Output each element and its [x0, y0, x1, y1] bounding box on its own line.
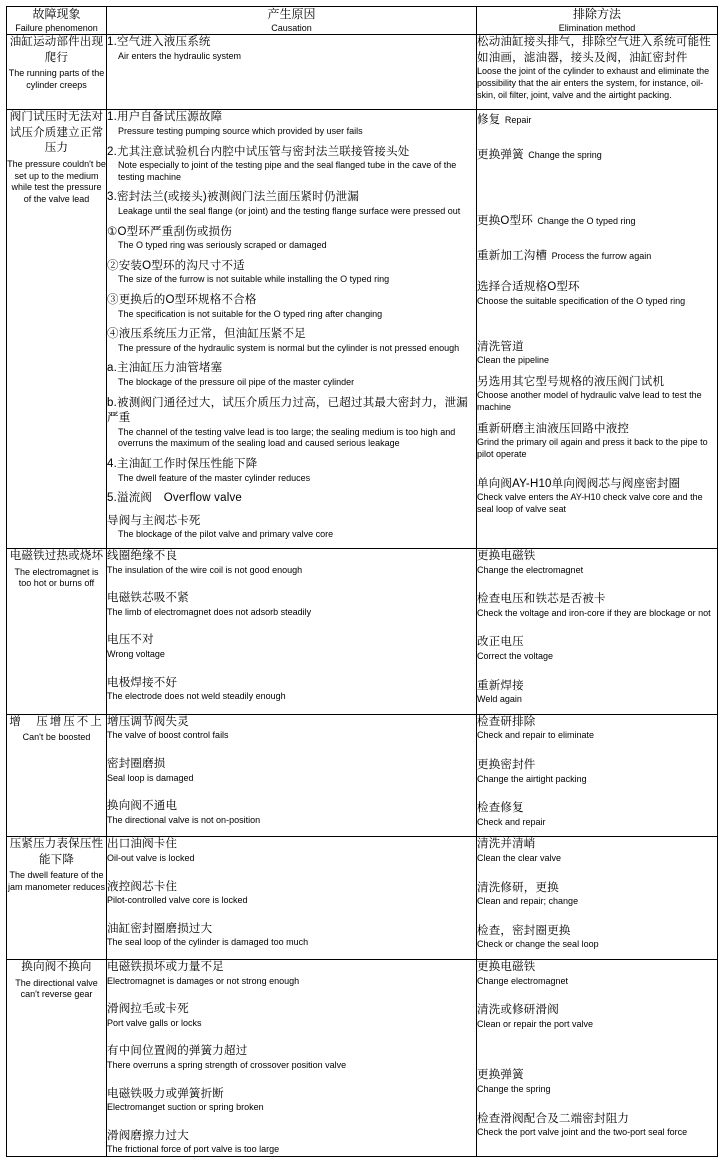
elimination-cell	[477, 960, 718, 1157]
failure-phenomenon-cell	[7, 714, 107, 837]
elimination-cn: 检查电压和铁芯是否被卡	[477, 593, 606, 606]
cause-item	[107, 514, 476, 541]
elimination-en: Clean or repair the port valve	[477, 1018, 594, 1029]
cause-en: Air enters the hydraulic system	[118, 50, 242, 61]
elimination-cn: 检查滑阀配合及二端密封阻力	[477, 1112, 630, 1125]
column-header-causation-cn: 产生原因	[267, 7, 316, 21]
elimination-en: Check valve enters the AY-H10 check valve core and the seal loop of valve seat	[477, 492, 703, 514]
cause-item	[107, 225, 476, 252]
elimination-en: Weld again	[477, 694, 522, 705]
cause-cn: 电极焊接不好	[107, 676, 178, 689]
cause-cn: ②安装O型环的沟尺寸不适	[107, 259, 245, 272]
cause-en: Leakage until the seal flange (or joint) and the testing flange surface were pressed out	[118, 205, 461, 216]
cause-item	[107, 799, 476, 826]
elimination-en: Loose the joint of the cylinder to exhaust and eliminate the possibility that the air enters the system, for instance, oil-skin, oil filter, joint, valve and the airtight packing.	[477, 66, 710, 100]
cause-en: Wrong voltage	[107, 648, 165, 659]
elimination-cell	[477, 35, 718, 110]
table-row	[7, 714, 718, 837]
elimination-cn: 改正电压	[477, 636, 524, 649]
elimination-item	[477, 110, 717, 129]
failure-phenomenon-cell	[7, 35, 107, 110]
cause-cn: a.主油缸压力油管堵塞	[107, 362, 223, 375]
cause-item	[107, 327, 476, 354]
elimination-item	[477, 635, 717, 662]
cause-cn: 5.溢流阀 Overflow valve	[107, 492, 243, 505]
elimination-item	[477, 1068, 717, 1095]
elimination-en: Change electromagnet	[477, 975, 569, 986]
phenomenon-cn: 阀门试压时无法对试压介质建立正常压力	[9, 111, 104, 155]
cause-item	[107, 259, 476, 286]
table-row	[7, 549, 718, 715]
cause-en: Oil-out valve is locked	[107, 852, 195, 863]
cause-en: The channel of the testing valve lead is too large; the sealing medium is too high and overruns the maximum of the sealing load and caused serious leakage	[118, 426, 456, 449]
elimination-item	[477, 477, 717, 516]
cause-en: Pressure testing pumping source which provided by user fails	[118, 125, 363, 136]
elimination-item	[477, 592, 717, 619]
cause-cn: b.被测阀门通径过大，试压介质压力过高，已超过其最大密封力，泄漏严重	[107, 396, 468, 425]
cause-cn: 换向阀不通电	[107, 800, 178, 813]
elimination-item	[477, 960, 717, 987]
elimination-cell	[477, 110, 718, 549]
elimination-item	[477, 340, 717, 367]
elimination-cn: 重新焊接	[477, 679, 524, 692]
cause-en: The insulation of the wire coil is not good enough	[107, 564, 303, 575]
table-header-row	[7, 7, 718, 35]
cause-en: The frictional force of port valve is too large	[107, 1144, 280, 1155]
cause-en: The O typed ring was seriously scraped or damaged	[118, 240, 327, 251]
phenomenon-en: Can't be boosted	[22, 732, 91, 743]
elimination-cn: 重新加工沟槽	[477, 249, 548, 262]
cause-en: Seal loop is damaged	[107, 772, 194, 783]
cause-cn: 滑阀拉毛或卡死	[107, 1003, 189, 1016]
cause-en: The valve of boost control fails	[107, 730, 229, 741]
phenomenon-en: The dwell feature of the jam manometer reduces	[7, 870, 106, 893]
cause-item	[107, 676, 476, 703]
cause-cn: 有中间位置阀的弹簧力超过	[107, 1045, 248, 1058]
cause-en: Electromanget suction or spring broken	[107, 1102, 264, 1113]
elimination-cell	[477, 714, 718, 837]
cause-item	[107, 110, 476, 137]
table-row	[7, 110, 718, 549]
cause-en: The blockage of the pressure oil pipe of the master cylinder	[118, 377, 355, 387]
elimination-cn: 更换电磁铁	[477, 550, 536, 563]
cause-en: The blockage of the pilot valve and primary valve core	[118, 529, 334, 540]
cause-en: Port valve galls or locks	[107, 1017, 202, 1028]
column-header-elimination-method-cn: 排除方法	[572, 7, 621, 21]
cause-item	[107, 960, 476, 987]
elimination-item	[477, 715, 717, 742]
cause-en: Pilot-controlled valve core is locked	[107, 895, 248, 906]
elimination-item	[477, 375, 717, 414]
cause-cn: 电磁铁芯吸不紧	[107, 592, 189, 605]
elimination-cn: 清洗管道	[477, 340, 524, 353]
causation-cell	[107, 549, 477, 715]
elimination-en: Choose another model of hydraulic valve lead to test the machine	[477, 390, 702, 413]
cause-en: The directional valve is not on-position	[107, 814, 261, 825]
elimination-item	[477, 35, 717, 101]
elimination-item	[477, 145, 717, 164]
cause-item	[107, 591, 476, 618]
cause-item	[107, 35, 476, 62]
failure-phenomenon-cell	[7, 960, 107, 1157]
column-header-failure-phenomenon-en: Failure phenomenon	[15, 22, 98, 33]
elimination-item	[477, 837, 717, 864]
elimination-cn: 检查研排除	[477, 715, 536, 728]
cause-cn: 滑阀磨擦力过大	[107, 1129, 189, 1142]
failure-phenomenon-cell	[7, 549, 107, 715]
elimination-en: Clean the clear valve	[477, 852, 562, 863]
cause-item	[107, 1002, 476, 1029]
cause-en: The size of the furrow is not suitable while installing the O typed ring	[118, 274, 390, 285]
elimination-cn: 清洗并清峭	[477, 838, 536, 851]
elimination-item	[477, 211, 717, 230]
elimination-en: Check and repair to eliminate	[477, 730, 595, 741]
elimination-cn: 更换O型环	[477, 215, 533, 228]
column-header-elimination-method-en: Elimination method	[558, 22, 636, 33]
elimination-item	[477, 1003, 717, 1030]
elimination-item	[477, 422, 717, 461]
elimination-cn: 检查修复	[477, 802, 524, 815]
cause-cn: 1.用户自备试压源故障	[107, 111, 223, 124]
elimination-en: Change the spring	[528, 149, 602, 160]
cause-cn: 4.主油缸工作时保压性能下降	[107, 458, 258, 471]
failure-phenomenon-cell	[7, 110, 107, 549]
cause-en: The specification is not suitable for the O typed ring after changing	[118, 308, 383, 319]
cause-cn: 增压调节阀失灵	[107, 715, 189, 728]
column-header-failure-phenomenon-cn: 故障现象	[32, 7, 81, 21]
elimination-cn: 重新研磨主油液压回路中液控	[477, 422, 630, 435]
elimination-item	[477, 801, 717, 828]
elimination-en: Correct the voltage	[477, 650, 554, 661]
elimination-en: Check or change the seal loop	[477, 939, 599, 950]
phenomenon-cn: 压紧压力表保压性能下降	[9, 838, 104, 866]
phenomenon-cn: 电磁铁过热或烧坏	[9, 550, 104, 563]
cause-en: Note especially to joint of the testing pipe and the seal flanged tube in the cave of the testing machine	[118, 160, 457, 182]
elimination-item	[477, 758, 717, 785]
cause-en: The electrode does not weld steadily enough	[107, 691, 286, 702]
elimination-en: Choose the suitable specification of the O typed ring	[477, 295, 686, 306]
cause-en: The seal loop of the cylinder is damaged too much	[107, 937, 309, 948]
elimination-item	[477, 881, 717, 908]
cause-item	[107, 837, 476, 864]
cause-cn: 3.密封法兰(或接头)被测阀门法兰面压紧时仍泄漏	[107, 191, 360, 204]
cause-item	[107, 491, 476, 507]
elimination-cn: 清洗修研，更换	[477, 881, 559, 894]
column-header-elimination-method	[477, 7, 718, 35]
cause-cn: 1.空气进入液压系统	[107, 36, 211, 49]
elimination-cn: 更换弹簧	[477, 1069, 524, 1082]
elimination-item	[477, 679, 717, 706]
elimination-en: Check the voltage and iron-core if they are blockage or not	[477, 607, 711, 618]
phenomenon-en: The running parts of the cylinder creeps	[8, 68, 105, 90]
elimination-en: Change the O typed ring	[537, 216, 636, 227]
cause-cn: 电压不对	[107, 634, 154, 647]
elimination-item	[477, 549, 717, 576]
cause-cn: 2.尤其注意试验机台内腔中试压管与密封法兰联接管接头处	[107, 145, 410, 158]
cause-cn: 线圈绝缘不良	[107, 550, 178, 563]
cause-cn: 电磁铁吸力或弹簧折断	[107, 1087, 224, 1100]
elimination-en: Change the spring	[477, 1083, 551, 1094]
elimination-en: Change the electromagnet	[477, 564, 584, 575]
table-row	[7, 837, 718, 960]
cause-item	[107, 1129, 476, 1156]
cause-item	[107, 293, 476, 320]
elimination-en: Change the airtight packing	[477, 773, 587, 784]
table-row	[7, 960, 718, 1157]
cause-item	[107, 633, 476, 660]
elimination-en: Grind the primary oil again and press it back to the pipe to pilot operate	[477, 437, 708, 459]
phenomenon-en: The pressure couldn't be set up to the medium while test the pressure of the valve lead	[7, 158, 106, 204]
fault-diagnosis-table	[6, 6, 718, 1157]
elimination-cn: 松动油缸接头排气，排除空气进入系统可能性如油画，滤油器，接头及阀，油缸密封件	[477, 36, 711, 64]
cause-cn: ①O型环严重刮伤或损伤	[107, 225, 232, 238]
cause-item	[107, 361, 476, 388]
elimination-item	[477, 924, 717, 951]
cause-item	[107, 457, 476, 484]
failure-phenomenon-cell	[7, 837, 107, 960]
table-row	[7, 35, 718, 110]
causation-cell	[107, 110, 477, 549]
causation-cell	[107, 35, 477, 110]
elimination-cell	[477, 837, 718, 960]
causation-cell	[107, 960, 477, 1157]
elimination-cn: 修复	[477, 114, 501, 127]
elimination-cell	[477, 549, 718, 715]
elimination-en: Check the port valve joint and the two-port seal force	[477, 1127, 688, 1138]
elimination-cn: 清洗或修研滑阀	[477, 1004, 559, 1017]
cause-cn: 出口油阀卡住	[107, 838, 178, 851]
cause-cn: ③更换后的O型环规格不合格	[107, 294, 257, 307]
elimination-en: Clean and repair; change	[477, 896, 579, 907]
cause-en: The dwell feature of the master cylinder reduces	[118, 472, 311, 483]
cause-cn: 电磁铁损坏或力量不足	[107, 961, 224, 974]
elimination-en: Clean the pipeline	[477, 355, 550, 366]
phenomenon-cn: 换向阀不换向	[21, 961, 92, 974]
elimination-cn: 单向阀AY-H10单向阀阀芯与阀座密封圈	[477, 477, 681, 490]
elimination-en: Check and repair	[477, 816, 546, 827]
cause-cn: 液控阀芯卡住	[107, 880, 178, 893]
causation-cell	[107, 837, 477, 960]
cause-item	[107, 922, 476, 949]
column-header-causation	[107, 7, 477, 35]
cause-item	[107, 715, 476, 742]
column-header-causation-en: Causation	[271, 22, 312, 33]
elimination-item	[477, 246, 717, 265]
cause-en: Electromagnet is damages or not strong enough	[107, 975, 300, 986]
elimination-en: Process the furrow again	[551, 250, 652, 261]
elimination-en: Repair	[504, 115, 532, 126]
phenomenon-en: The directional valve can't reverse gear	[15, 977, 98, 1000]
phenomenon-cn: 油缸运动部件出现爬行	[9, 36, 104, 64]
elimination-cn: 另选用其它型号规格的液压阀门试机	[477, 375, 665, 388]
cause-item	[107, 190, 476, 217]
cause-en: The pressure of the hydraulic system is normal but the cylinder is not pressed enough	[118, 342, 460, 353]
cause-item	[107, 1044, 476, 1071]
elimination-cn: 更换电磁铁	[477, 961, 536, 974]
cause-item	[107, 145, 476, 184]
cause-cn: ④液压系统压力正常，但油缸压紧不足	[107, 328, 306, 341]
cause-item	[107, 549, 476, 576]
cause-en: The limb of electromagnet does not adsorb steadily	[107, 606, 312, 617]
elimination-cn: 检查，密封圈更换	[477, 924, 571, 937]
phenomenon-en: The electromagnet is too hot or burns off	[14, 566, 99, 589]
cause-cn: 油缸密封圈磨损过大	[107, 922, 213, 935]
cause-item	[107, 757, 476, 784]
elimination-cn: 选择合适规格O型环	[477, 281, 580, 294]
elimination-item	[477, 1112, 717, 1139]
phenomenon-cn: 增 压增压不上	[9, 715, 104, 728]
cause-cn: 密封圈磨损	[107, 758, 166, 771]
cause-cn: 导阀与主阀芯卡死	[107, 514, 201, 527]
column-header-failure-phenomenon	[7, 7, 107, 35]
cause-en: There overruns a spring strength of crossover position valve	[107, 1059, 347, 1070]
cause-item	[107, 396, 476, 450]
elimination-cn: 更换弹簧	[477, 148, 524, 161]
elimination-cn: 更换密封件	[477, 759, 536, 772]
causation-cell	[107, 714, 477, 837]
elimination-item	[477, 280, 717, 307]
cause-item	[107, 1087, 476, 1114]
cause-item	[107, 880, 476, 907]
